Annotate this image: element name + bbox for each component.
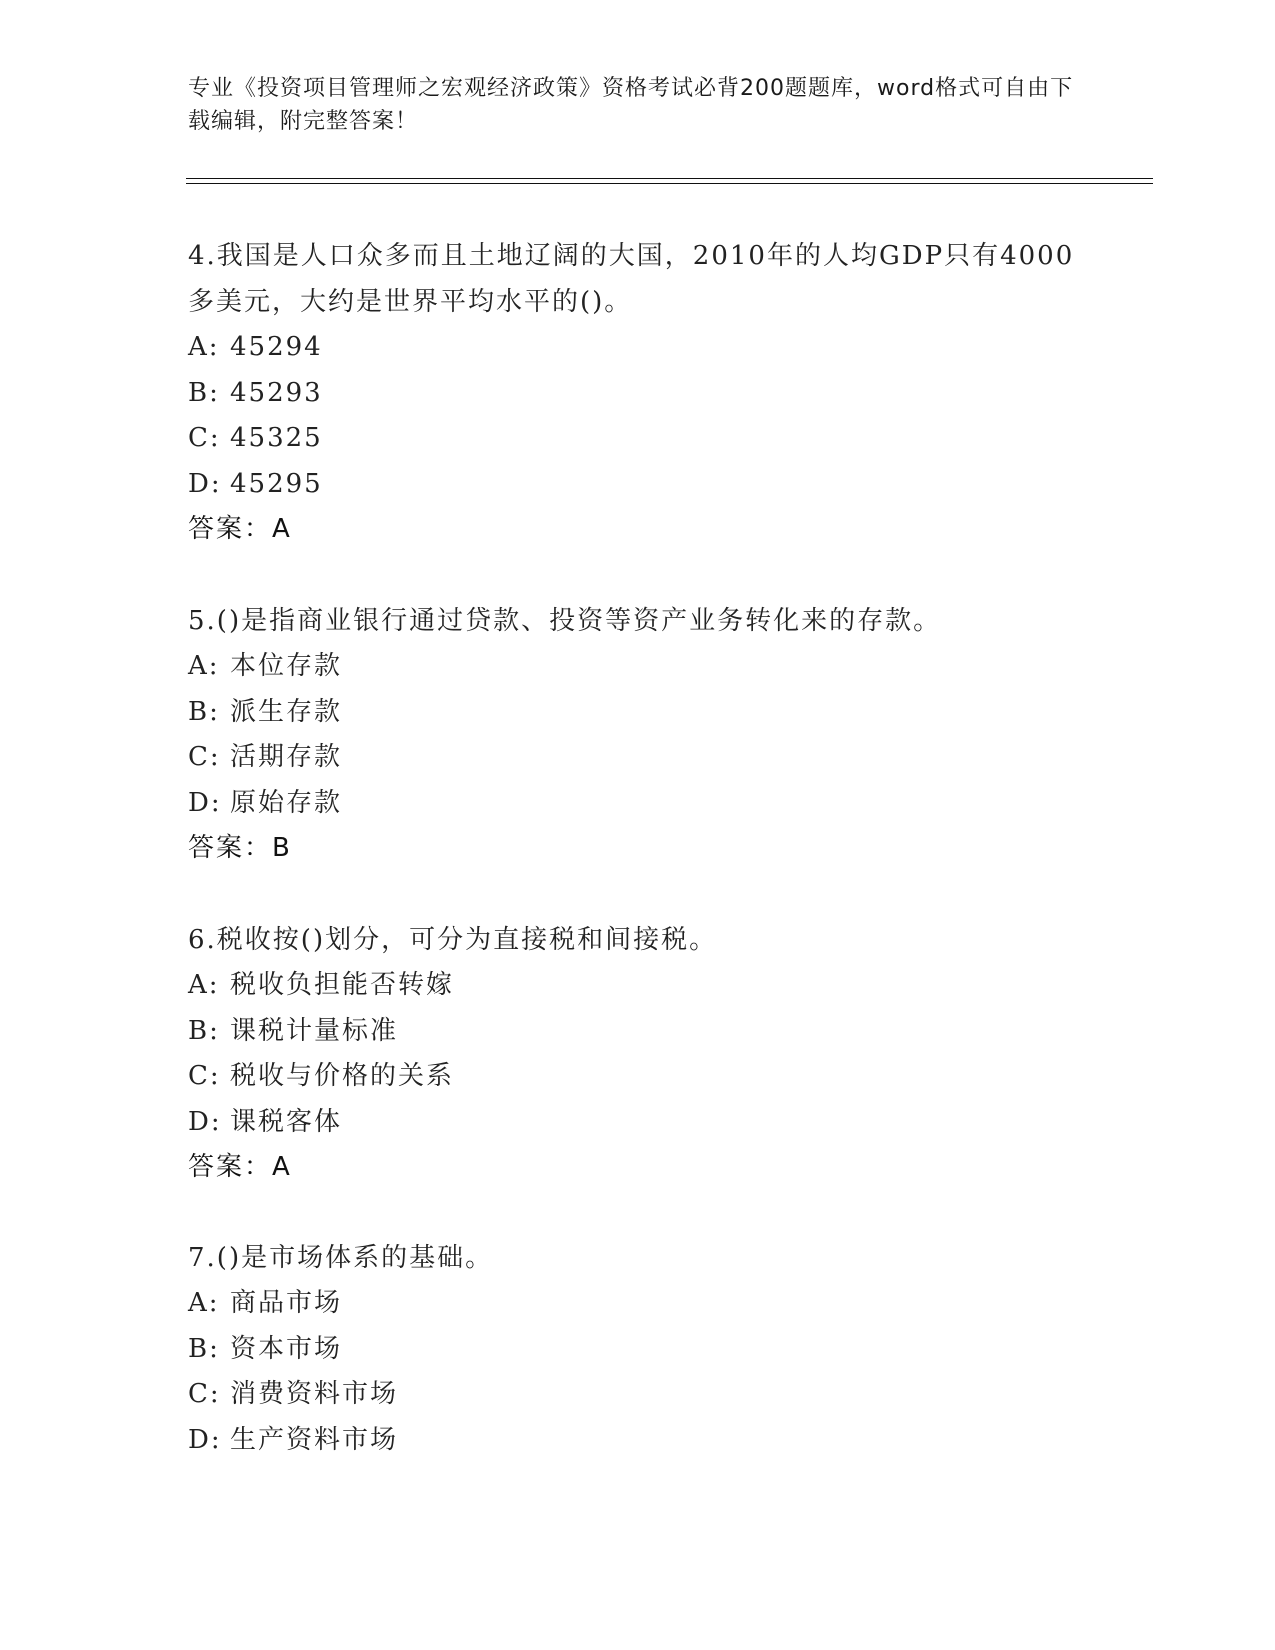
option-c bbox=[188, 1372, 1088, 1418]
answer-label: 答案：B bbox=[188, 833, 292, 863]
answer-label: 答案：A bbox=[188, 514, 292, 544]
option-letter: D: bbox=[188, 1424, 222, 1455]
option-text: 商品市场 bbox=[230, 1288, 343, 1318]
option-d bbox=[188, 462, 1088, 508]
option-c bbox=[188, 1054, 1088, 1100]
option-c bbox=[188, 416, 1088, 462]
question-stem: 5.()是指商业银行通过贷款、投资等资产业务转化来的存款。 bbox=[188, 606, 942, 636]
option-c bbox=[188, 735, 1088, 781]
option-text: 课税客体 bbox=[230, 1106, 343, 1137]
question-7 bbox=[188, 1235, 1088, 1463]
option-letter: A: bbox=[188, 651, 220, 681]
option-letter: C: bbox=[188, 423, 221, 453]
question-5 bbox=[188, 598, 1088, 872]
option-b bbox=[188, 1009, 1088, 1055]
option-a bbox=[188, 644, 1088, 690]
option-letter: D: bbox=[188, 1106, 222, 1137]
question-4 bbox=[188, 233, 1088, 553]
option-b bbox=[188, 690, 1088, 736]
option-text: 课税计量标准 bbox=[230, 1015, 399, 1046]
option-letter: A: bbox=[188, 332, 220, 362]
option-b bbox=[188, 1327, 1088, 1373]
question-stem: 6.税收按()划分，可分为直接税和间接税。 bbox=[188, 925, 718, 955]
option-letter: B: bbox=[188, 377, 220, 408]
option-text: 原始存款 bbox=[230, 787, 343, 818]
option-text: 消费资料市场 bbox=[230, 1379, 399, 1409]
option-d bbox=[188, 1418, 1088, 1464]
option-letter: D: bbox=[188, 787, 222, 818]
option-letter: A: bbox=[188, 1288, 220, 1318]
answer-label: 答案：A bbox=[188, 1152, 292, 1182]
option-text: 45293 bbox=[230, 377, 323, 408]
option-letter: D: bbox=[188, 468, 222, 499]
option-text: 税收负担能否转嫁 bbox=[230, 970, 455, 1000]
option-letter: B: bbox=[188, 696, 220, 727]
document-header bbox=[188, 72, 1088, 138]
header-divider-bottom bbox=[186, 183, 1153, 184]
option-text: 资本市场 bbox=[230, 1333, 343, 1364]
option-a bbox=[188, 963, 1088, 1009]
option-letter: C: bbox=[188, 1061, 221, 1091]
option-text: 45294 bbox=[230, 332, 323, 362]
option-text: 税收与价格的关系 bbox=[230, 1061, 455, 1091]
option-d bbox=[188, 781, 1088, 827]
option-d bbox=[188, 1100, 1088, 1146]
option-letter: A: bbox=[188, 970, 220, 1000]
option-a bbox=[188, 325, 1088, 371]
option-letter: B: bbox=[188, 1015, 220, 1046]
option-text: 45295 bbox=[230, 468, 323, 499]
question-stem: 4.我国是人口众多而且土地辽阔的大国，2010年的人均GDP只有4000多美元，大约是世界平均水平的()。 bbox=[188, 241, 1075, 317]
header-divider-top bbox=[186, 178, 1153, 179]
option-letter: C: bbox=[188, 742, 221, 772]
option-text: 45325 bbox=[230, 423, 323, 453]
document-title: 专业《投资项目管理师之宏观经济政策》资格考试必背200题题库，word格式可自由下载编辑，附完整答案！ bbox=[188, 76, 1074, 134]
option-text: 派生存款 bbox=[230, 696, 343, 727]
question-6 bbox=[188, 917, 1088, 1191]
option-letter: C: bbox=[188, 1379, 221, 1409]
option-letter: B: bbox=[188, 1333, 220, 1364]
option-text: 本位存款 bbox=[230, 651, 343, 681]
option-text: 活期存款 bbox=[230, 742, 343, 772]
question-stem: 7.()是市场体系的基础。 bbox=[188, 1243, 494, 1273]
option-b bbox=[188, 371, 1088, 417]
option-text: 生产资料市场 bbox=[230, 1424, 399, 1455]
option-a bbox=[188, 1281, 1088, 1327]
